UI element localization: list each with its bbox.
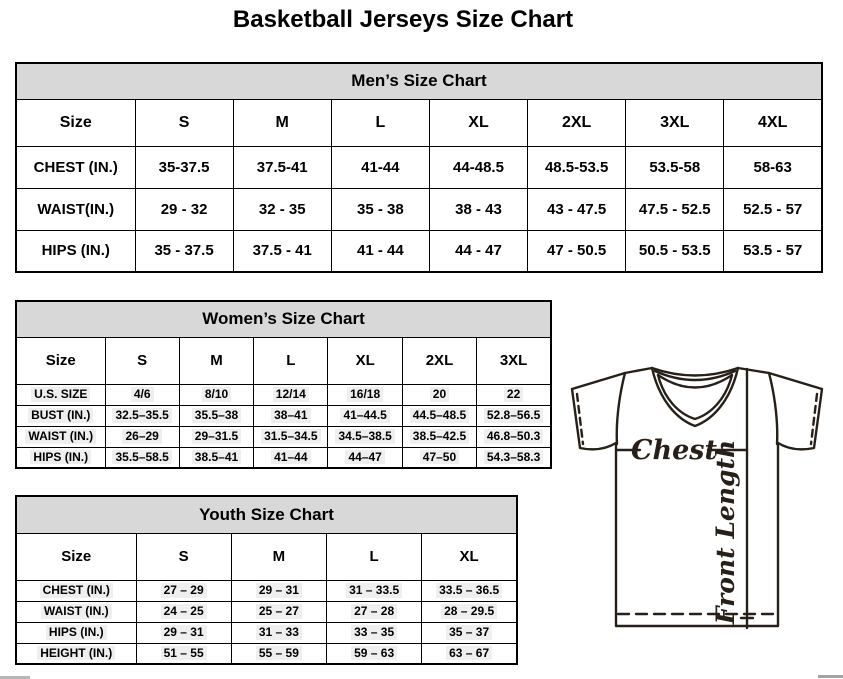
cell-text: 33.5 – 36.5 (436, 583, 502, 597)
horizontal-scrollbar-fragment-right[interactable] (818, 675, 843, 678)
cell-text: 41–44.5 (340, 408, 389, 422)
row-label (16, 601, 136, 622)
row-label: HIPS (IN.) (16, 230, 135, 272)
cell-text: 51 – 55 (161, 646, 207, 660)
size-value: 58-63 (724, 146, 822, 188)
cell-text: 38.5–41 (192, 450, 241, 464)
size-value: 37.5 - 41 (233, 230, 331, 272)
size-value (105, 426, 179, 447)
womens-col-header: S (105, 337, 179, 384)
cell-text: 31 – 33 (256, 625, 302, 639)
size-value (328, 426, 402, 447)
size-value (402, 405, 476, 426)
size-value (328, 447, 402, 468)
mens-col-header: XL (429, 99, 527, 146)
size-value: 35 - 38 (331, 188, 429, 230)
jersey-vneck-outer (652, 368, 738, 426)
cell-text: 38.5–42.5 (410, 429, 469, 443)
row-label (16, 426, 105, 447)
size-value (477, 447, 551, 468)
size-value (422, 601, 517, 622)
womens-size-table (15, 300, 552, 469)
size-value (179, 384, 253, 405)
youth-table-title: Youth Size Chart (16, 496, 517, 533)
size-value (179, 426, 253, 447)
row-label (16, 405, 105, 426)
cell-text: 44.5–48.5 (410, 408, 469, 422)
cell-text: 25 – 27 (256, 604, 302, 618)
mens-waist-row (16, 188, 822, 230)
youth-col-header: XL (422, 533, 517, 580)
cell-text: 31 – 33.5 (346, 583, 402, 597)
cell-text: 8/10 (202, 387, 231, 401)
row-label (16, 384, 105, 405)
cell-text: 35 – 37 (446, 625, 492, 639)
cell-text: 28 – 29.5 (441, 604, 497, 618)
cell-text: 54.3–58.3 (484, 450, 543, 464)
cell-text: 22 (504, 387, 523, 401)
size-value (327, 601, 422, 622)
cell-text: 33 – 35 (351, 625, 397, 639)
size-value (422, 643, 517, 664)
cell-text: 27 – 28 (351, 604, 397, 618)
womens-col-header: M (179, 337, 253, 384)
size-value (477, 426, 551, 447)
cell-text: 41–44 (271, 450, 310, 464)
size-value: 48.5-53.5 (528, 146, 626, 188)
mens-header-row (16, 99, 822, 146)
cell-text: BUST (IN.) (28, 408, 93, 422)
size-value (231, 601, 326, 622)
size-value (136, 643, 231, 664)
youth-size-table (15, 495, 518, 665)
size-value (402, 447, 476, 468)
mens-col-header: S (135, 99, 233, 146)
cell-text: HIPS (IN.) (30, 450, 91, 464)
youth-col-header: L (327, 533, 422, 580)
size-value (136, 580, 231, 601)
size-value (231, 622, 326, 643)
cell-text: WAIST (IN.) (41, 604, 112, 618)
cell-text: 24 – 25 (161, 604, 207, 618)
row-label (16, 622, 136, 643)
size-value: 47.5 - 52.5 (626, 188, 724, 230)
cell-text: 63 – 67 (446, 646, 492, 660)
womens-col-header: L (254, 337, 328, 384)
mens-col-header: Size (16, 99, 135, 146)
size-value (254, 405, 328, 426)
cell-text: 4/6 (131, 387, 154, 401)
cell-text: 32.5–35.5 (112, 408, 171, 422)
size-value (136, 601, 231, 622)
youth-height-row (16, 643, 517, 664)
mens-col-header: 2XL (528, 99, 626, 146)
youth-chest-row (16, 580, 517, 601)
size-value (105, 384, 179, 405)
size-value: 32 - 35 (233, 188, 331, 230)
row-label (16, 580, 136, 601)
cell-text: HIPS (IN.) (46, 625, 107, 639)
womens-table-title: Women’s Size Chart (16, 301, 551, 337)
cell-text: 29 – 31 (161, 625, 207, 639)
mens-col-header: M (233, 99, 331, 146)
mens-table-title: Men’s Size Chart (16, 63, 822, 99)
size-value (327, 580, 422, 601)
cell-text: 29 – 31 (256, 583, 302, 597)
mens-size-table (15, 62, 823, 273)
size-value: 35 - 37.5 (135, 230, 233, 272)
size-value: 35-37.5 (135, 146, 233, 188)
cell-text: 29–31.5 (192, 429, 241, 443)
womens-col-header: Size (16, 337, 105, 384)
size-value (328, 384, 402, 405)
mens-col-header: 3XL (626, 99, 724, 146)
size-value: 44 - 47 (429, 230, 527, 272)
cell-text: 27 – 29 (161, 583, 207, 597)
size-value: 53.5-58 (626, 146, 724, 188)
size-value (179, 447, 253, 468)
size-value (179, 405, 253, 426)
size-value (254, 447, 328, 468)
cell-text: WAIST (IN.) (25, 429, 96, 443)
womens-header-row (16, 337, 551, 384)
cell-text: 35.5–58.5 (112, 450, 171, 464)
womens-col-header: 2XL (402, 337, 476, 384)
row-label (16, 643, 136, 664)
cell-text: 46.8–50.3 (484, 429, 543, 443)
mens-col-header: L (331, 99, 429, 146)
womens-ussize-row (16, 384, 551, 405)
size-value: 41 - 44 (331, 230, 429, 272)
size-value: 43 - 47.5 (528, 188, 626, 230)
size-value (402, 384, 476, 405)
mens-chest-row (16, 146, 822, 188)
size-value (136, 622, 231, 643)
youth-col-header: Size (16, 533, 136, 580)
youth-waist-row (16, 601, 517, 622)
womens-waist-row (16, 426, 551, 447)
womens-bust-row (16, 405, 551, 426)
womens-hips-row (16, 447, 551, 468)
cell-text: 38–41 (271, 408, 310, 422)
mens-hips-row (16, 230, 822, 272)
cell-text: 34.5–38.5 (335, 429, 394, 443)
cell-text: 35.5–38 (192, 408, 241, 422)
size-value: 37.5-41 (233, 146, 331, 188)
jersey-right-sleeve-outline (738, 368, 822, 449)
jersey-left-armhole-seam (617, 373, 625, 444)
size-value (327, 643, 422, 664)
cell-text: CHEST (IN.) (40, 583, 113, 597)
size-value: 29 - 32 (135, 188, 233, 230)
size-value: 44-48.5 (429, 146, 527, 188)
size-value: 52.5 - 57 (724, 188, 822, 230)
size-value (254, 426, 328, 447)
size-value: 47 - 50.5 (528, 230, 626, 272)
jersey-body-outline (616, 443, 778, 626)
cell-text: 59 – 63 (351, 646, 397, 660)
page-title: Basketball Jerseys Size Chart (232, 6, 574, 33)
size-value (105, 405, 179, 426)
size-value (477, 405, 551, 426)
cell-text: 26–29 (122, 429, 161, 443)
cell-text: 47–50 (420, 450, 459, 464)
size-value: 41-44 (331, 146, 429, 188)
cell-text: 31.5–34.5 (261, 429, 320, 443)
youth-hips-row (16, 622, 517, 643)
size-value (105, 447, 179, 468)
size-value (422, 622, 517, 643)
womens-col-header: XL (328, 337, 402, 384)
size-value: 53.5 - 57 (724, 230, 822, 272)
mens-col-header: 4XL (724, 99, 822, 146)
size-value: 38 - 43 (429, 188, 527, 230)
youth-col-header: M (231, 533, 326, 580)
size-value (254, 384, 328, 405)
youth-header-row (16, 533, 517, 580)
cell-text: 12/14 (273, 387, 309, 401)
youth-col-header: S (136, 533, 231, 580)
size-value (328, 405, 402, 426)
jersey-diagram (556, 356, 840, 652)
cell-text: U.S. SIZE (31, 387, 90, 401)
size-value (231, 580, 326, 601)
cell-text: 16/18 (347, 387, 383, 401)
cell-text: 20 (430, 387, 449, 401)
cell-text: 44–47 (345, 450, 384, 464)
cell-text: HEIGHT (IN.) (37, 646, 115, 660)
size-value (327, 622, 422, 643)
size-value: 50.5 - 53.5 (626, 230, 724, 272)
row-label: CHEST (IN.) (16, 146, 135, 188)
size-value (477, 384, 551, 405)
cell-text: 52.8–56.5 (484, 408, 543, 422)
row-label (16, 447, 105, 468)
size-value (422, 580, 517, 601)
front-length-label: Front Length (711, 439, 740, 625)
row-label: WAIST(IN.) (16, 188, 135, 230)
womens-col-header: 3XL (477, 337, 551, 384)
cell-text: 55 – 59 (256, 646, 302, 660)
size-value (231, 643, 326, 664)
jersey-right-armhole-seam (769, 373, 777, 444)
size-value (402, 426, 476, 447)
chest-label: Chest (631, 435, 717, 466)
